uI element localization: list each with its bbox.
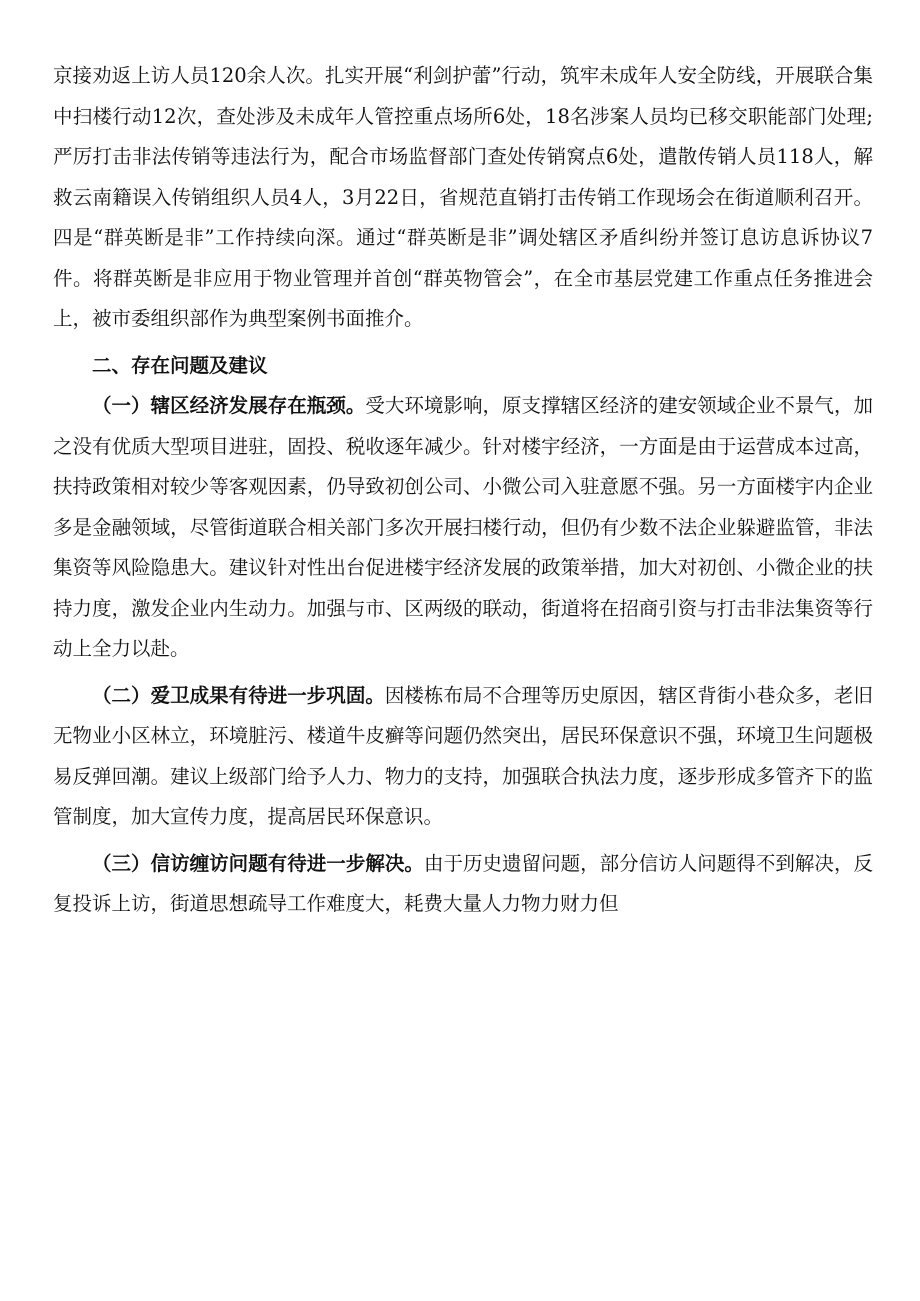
- issue-text-1: 受大环境影响，原支撑辖区经济的建安领域企业不景气，加之没有优质大型项目进驻，固投、税收逐年减少。针对楼宇经济，一方面是由于运营成本过高，扶持政策相对较少等客观因素，仍导致初创公司、小微公司入驻意愿不强。另一方面楼宇内企业多是金融领域，尽管街道联合相关部门多次开展扫楼行动，但仍有少数不法企业躲避监管，非法集资等风险隐患大。建议针对性出台促进楼宇经济发展的政策举措，加大对初创、小微企业的扶持力度，激发企业内生动力。加强与市、区两级的联动，街道将在招商引资与打击非法集资等行动上全力以赴。: [53, 394, 873, 660]
- issue-paragraph-1: [53, 386, 873, 670]
- issue-lead-2: （二）爱卫成果有待进一步巩固。: [92, 683, 385, 707]
- issue-paragraph-3: [53, 844, 873, 925]
- issue-text-3: 由于历史遗留问题，部分信访人问题得不到解决，反复投诉上访，街道思想疏导工作难度大，耗费大量人力物力财力但: [53, 851, 873, 915]
- issue-lead-3: （三）信访缠访问题有待进一步解决。: [92, 851, 424, 875]
- paragraph-continuation: [53, 56, 873, 340]
- paragraph-text: 京接劝返上访人员120余人次。扎实开展“利剑护蕾”行动，筑牢未成年人安全防线，开展联合集中扫楼行动12次，查处涉及未成年人管控重点场所6处，18名涉案人员均已移交职能部门处理;严厉打击非法传销等违法行为，配合市场监督部门查处传销窝点6处，遣散传销人员118人，解救云南籍误入传销组织人员4人，3月22日，省规范直销打击传销工作现场会在街道顺利召开。四是“群英断是非”工作持续向深。通过“群英断是非”调处辖区矛盾纠纷并签订息访息诉协议7件。将群英断是非应用于物业管理并首创“群英物管会”，在全市基层党建工作重点任务推进会上，被市委组织部作为典型案例书面推介。: [53, 64, 873, 330]
- issue-text-2: 因楼栋布局不合理等历史原因，辖区背街小巷众多，老旧无物业小区林立，环境脏污、楼道牛皮癣等问题仍然突出，居民环保意识不强，环境卫生问题极易反弹回潮。建议上级部门给予人力、物力的支持，加强联合执法力度，逐步形成多管齐下的监管制度，加大宣传力度，提高居民环保意识。: [53, 683, 873, 828]
- document-page: [53, 56, 873, 925]
- section-heading: 二、存在问题及建议: [92, 353, 268, 377]
- issue-lead-1: （一）辖区经济发展存在瓶颈。: [92, 394, 366, 417]
- issue-paragraph-2: [53, 676, 873, 838]
